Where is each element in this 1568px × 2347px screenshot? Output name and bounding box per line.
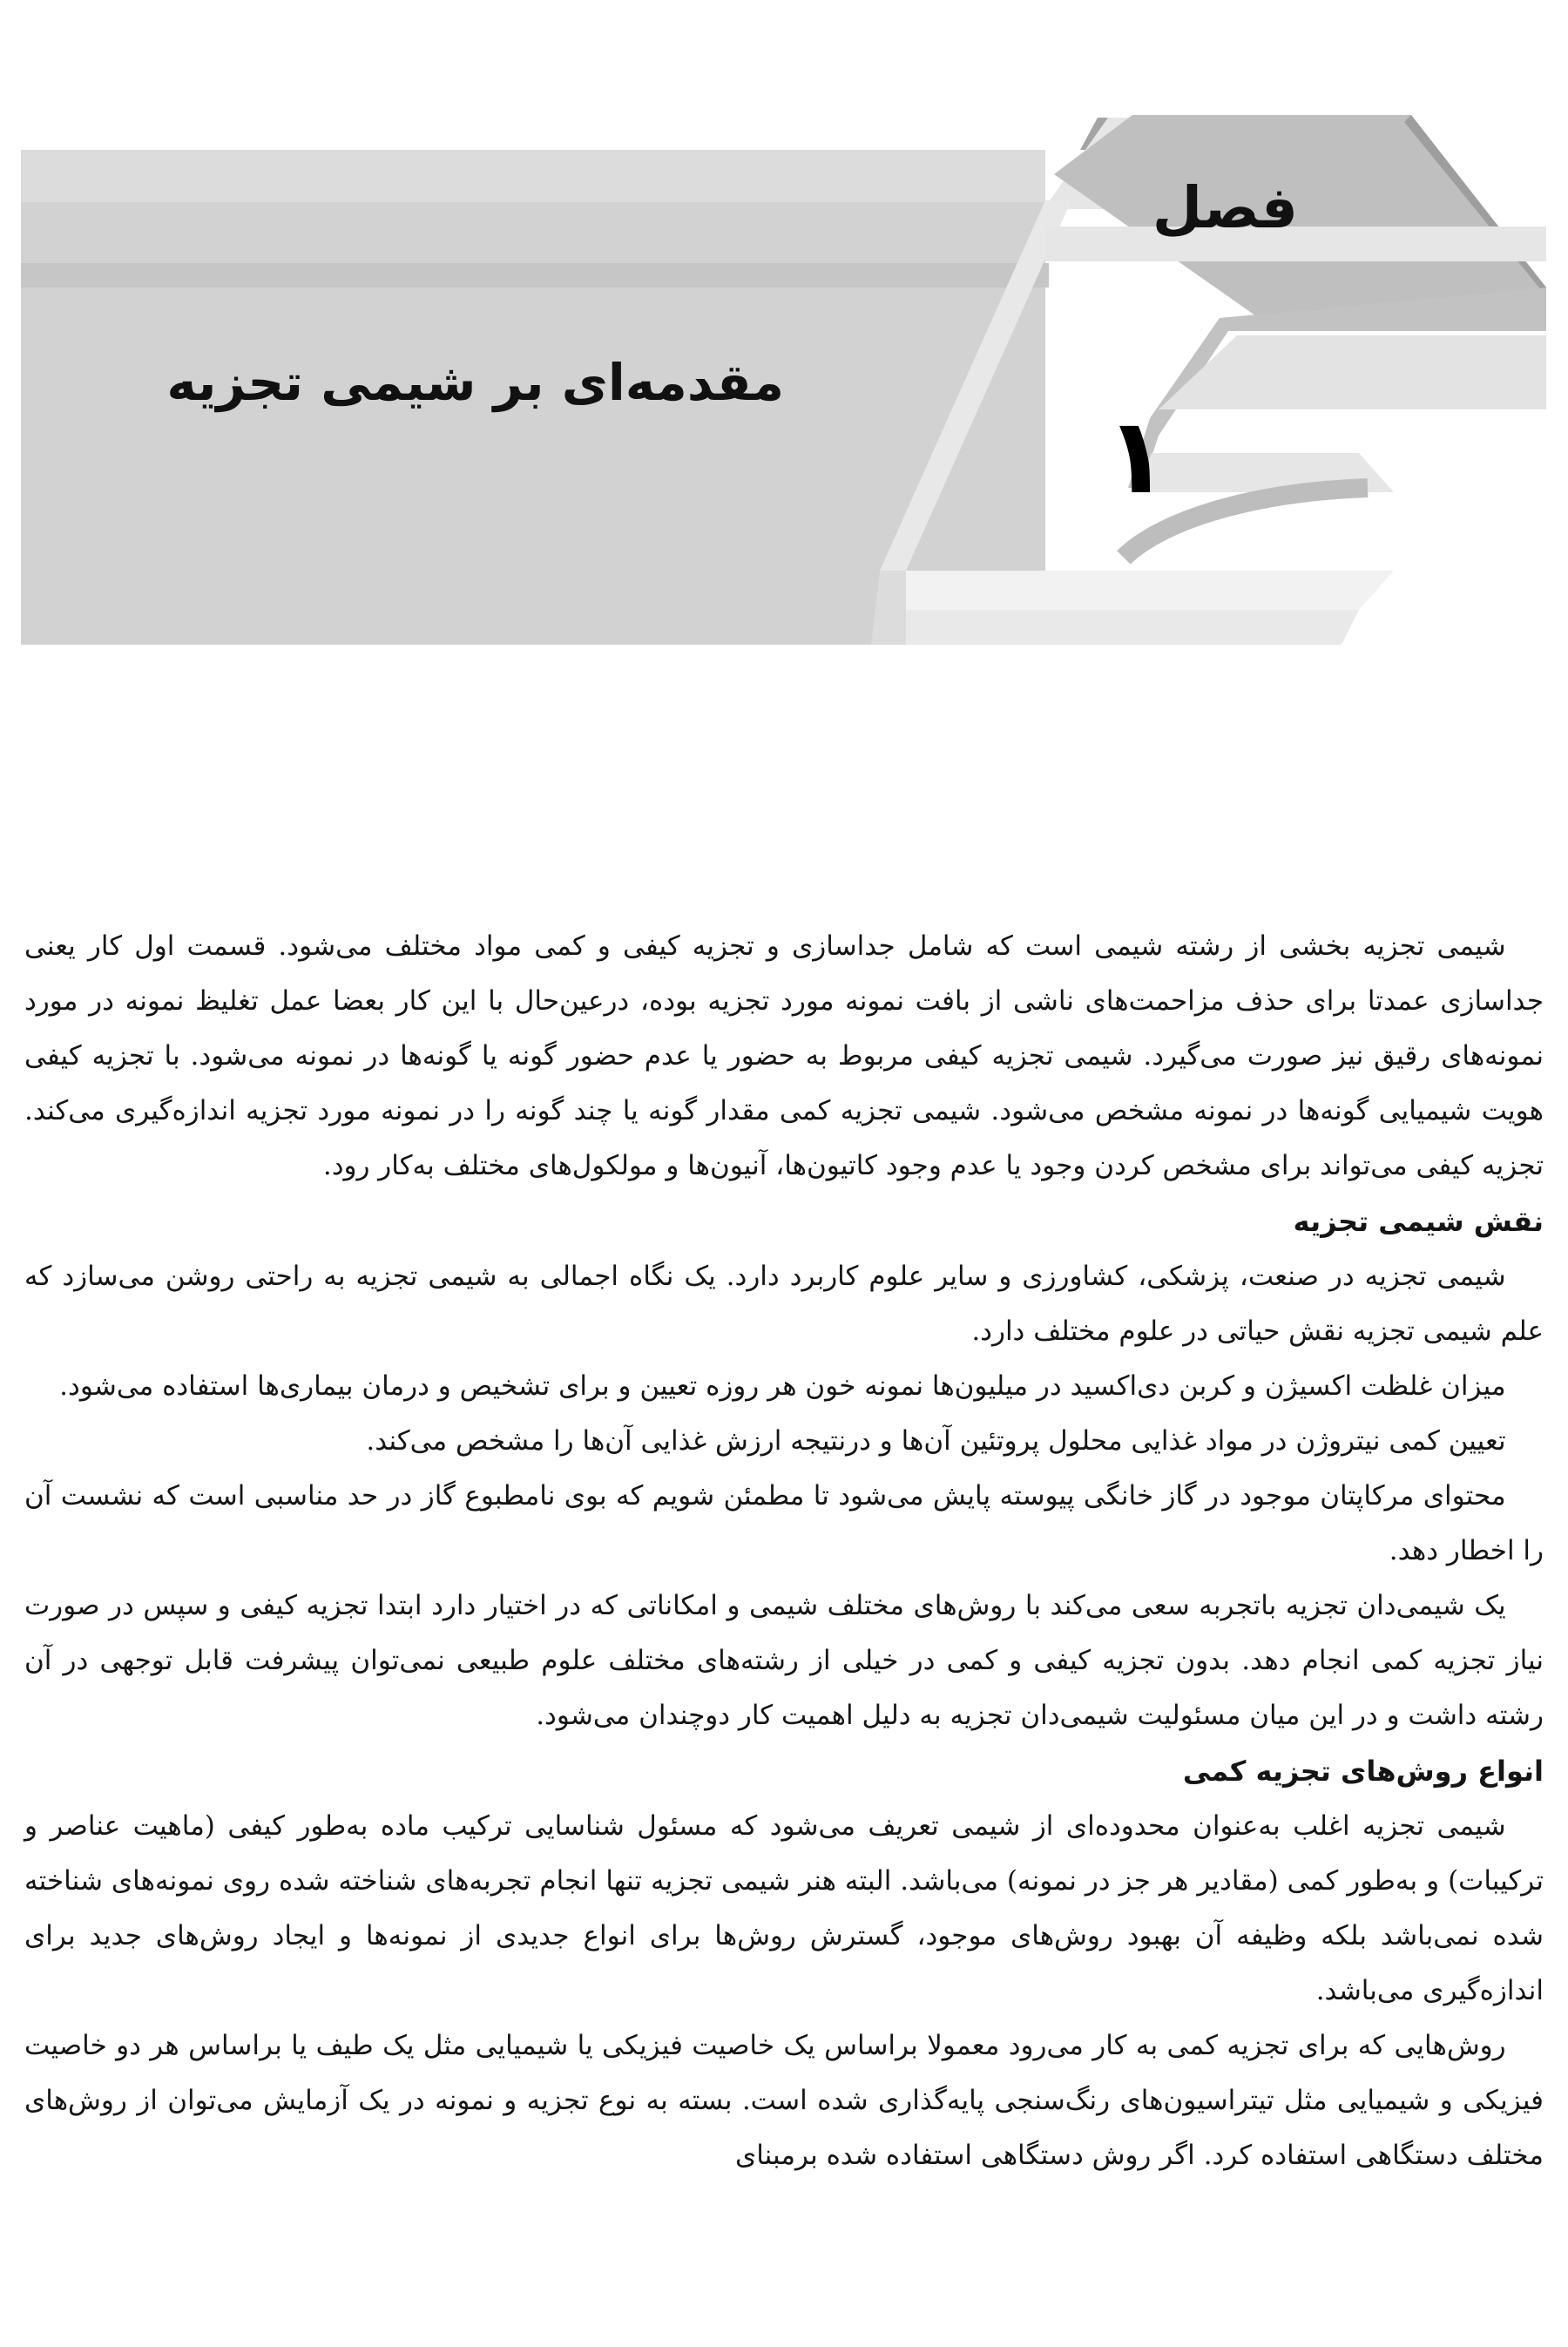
paragraph: شیمی تجزیه بخشی از رشته شیمی است که شامل جداسازی و تجزیه کیفی و کمی مواد مختلف می‌شود. قسمت اول کار یعنی جداسازی عمدتا برای حذف مزاحمت‌های ناشی از بافت نمونه مورد تجزیه بوده، درعین‌حال با این کار بعضا عمل تغلیظ نمونه در مورد نمونه‌های رقیق نیز صورت می‌گیرد. شیمی تجزیه کیفی مربوط به حضور یا عدم حضور گونه یا گونه‌ها در نمونه می‌شود. با تجزیه کیفی هویت شیمیایی گونه‌ها در نمونه مشخص می‌شود. شیمی تجزیه کمی مقدار گونه یا چند گونه را در نمونه مورد تجزیه اندازه‌گیری می‌کند. تجزیه کیفی می‌تواند برای مشخص کردن وجود یا عدم وجود کاتیون‌ها، آنیون‌ها و مولکول‌های مختلف به‌کار رود. bbox=[24, 930, 1544, 1181]
paragraph: شیمی تجزیه در صنعت، پزشکی، کشاورزی و سایر علوم کاربرد دارد. یک نگاه اجمالی به شیمی تجزیه به راحتی روشن می‌سازد که علم شیمی تجزیه نقش حیاتی در علوم مختلف دارد. bbox=[24, 1261, 1544, 1347]
chapter-body bbox=[24, 919, 1544, 2183]
chapter-banner bbox=[0, 0, 1568, 662]
section-heading: انواع روش‌های تجزیه کمی bbox=[1182, 1755, 1544, 1788]
paragraph: روش‌هایی که برای تجزیه کمی به کار می‌رود معمولا براساس یک خاصیت فیزیکی یا شیمیایی مثل یک طیف یا براساس هر دو خاصیت فیزیکی و شیمیایی مثل تیتراسیون‌های رنگ‌سنجی پایه‌گذاری شده است. بسته به نوع تجزیه و نمونه در یک آزمایش می‌توان از روش‌های مختلف دستگاهی استفاده کرد. اگر روش دستگاهی استفاده شده برمبنای bbox=[24, 2030, 1544, 2171]
paragraph: تعیین کمی نیتروژن در مواد غذایی محلول پروتئین آن‌ها و درنتیجه ارزش غذایی آن‌ها را مشخص می‌کند. bbox=[366, 1425, 1506, 1457]
chapter-number: ۱ bbox=[1105, 396, 1169, 517]
chapter-label: فصل bbox=[1152, 174, 1298, 241]
section-heading: نقش شیمی تجزیه bbox=[1293, 1205, 1544, 1238]
paragraph: محتوای مرکاپتان موجود در گاز خانگی پیوسته پایش می‌شود تا مطمئن شویم که بوی نامطبوع گاز در حد مناسبی است که نشست آن را اخطار دهد. bbox=[24, 1480, 1544, 1566]
chapter-title: مقدمه‌ای بر شیمی تجزیه bbox=[166, 353, 784, 412]
paragraph: شیمی تجزیه اغلب به‌عنوان محدوده‌ای از شیمی تعریف می‌شود که مسئول شناسایی ترکیب ماده به‌طور کیفی (ماهیت عناصر و ترکیبات) و به‌طور کمی (مقادیر هر جز در نمونه) می‌باشد. البته هنر شیمی تجزیه تنها انجام تجربه‌های شناخته شده روی نمونه‌های شناخته شده نمی‌باشد بلکه وظیفه آن بهبود روش‌های موجود، گسترش روش‌ها برای انواع جدیدی از نمونه‌ها و ایجاد روش‌های جدید برای اندازه‌گیری می‌باشد. bbox=[24, 1810, 1544, 2006]
paragraph: یک شیمی‌دان تجزیه باتجربه سعی می‌کند با روش‌های مختلف شیمی و امکاناتی که در اختیار دارد ابتدا تجزیه کیفی و سپس در صورت نیاز تجزیه کمی انجام دهد. بدون تجزیه کیفی و کمی در خیلی از رشته‌های مختلف علوم طبیعی نمی‌توان پیشرفت قابل توجهی در آن رشته داشت و در این میان مسئولیت شیمی‌دان تجزیه به دلیل اهمیت کار دوچندان می‌شود. bbox=[24, 1590, 1544, 1731]
paragraph: میزان غلظت اکسیژن و کربن دی‌اکسید در میلیون‌ها نمونه خون هر روزه تعیین و برای تشخیص و درمان بیماری‌ها استفاده می‌شود. bbox=[59, 1370, 1506, 1402]
